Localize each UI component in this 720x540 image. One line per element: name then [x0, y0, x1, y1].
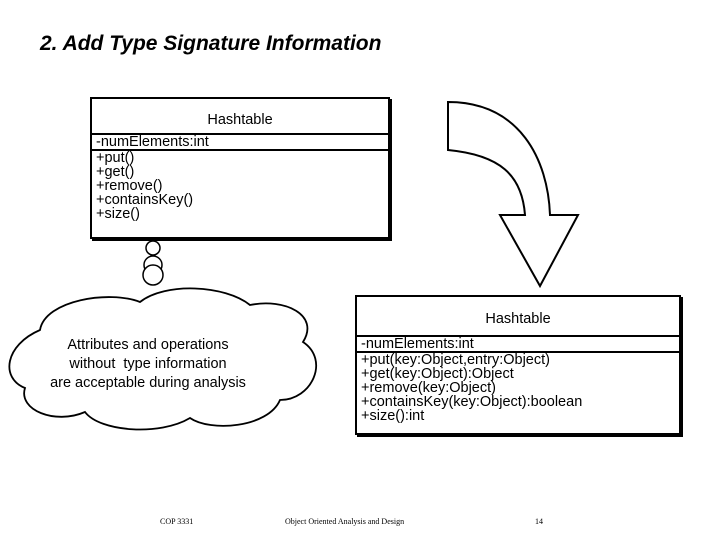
footer-page-number: 14 — [535, 517, 543, 526]
slide-title: 2. Add Type Signature Information — [40, 32, 382, 55]
class-attributes — [92, 135, 388, 151]
class-operations — [357, 353, 679, 423]
class-name: Hashtable — [357, 297, 679, 337]
callout-line: Attributes and operations — [67, 337, 229, 353]
class-hashtable-before — [90, 97, 390, 239]
callout-text — [28, 336, 268, 393]
operation: +size():int — [361, 408, 425, 424]
operation: +remove(key:Object) — [361, 380, 496, 396]
operation: +put() — [96, 150, 135, 166]
class-hashtable-after — [355, 295, 681, 435]
operation: +containsKey() — [96, 192, 194, 208]
class-operations — [92, 151, 388, 221]
callout-line: are acceptable during analysis — [50, 375, 246, 391]
operation: +put(key:Object,entry:Object) — [361, 352, 550, 368]
operation: +remove() — [96, 178, 163, 194]
attribute: -numElements:int — [361, 336, 474, 352]
operation: +get(key:Object):Object — [361, 366, 514, 382]
operation: +containsKey(key:Object):boolean — [361, 394, 583, 410]
operation: +size() — [96, 206, 140, 222]
class-attributes — [357, 337, 679, 353]
footer-course-title: Object Oriented Analysis and Design — [285, 517, 405, 526]
footer-course: COP 3331 — [160, 517, 194, 526]
class-name: Hashtable — [92, 99, 388, 135]
operation: +get() — [96, 164, 135, 180]
thought-bubble-large — [143, 265, 163, 285]
attribute: -numElements:int — [96, 134, 209, 150]
curved-arrow — [448, 102, 578, 286]
callout-line: without type information — [69, 356, 227, 372]
thought-bubble-small — [146, 241, 160, 255]
